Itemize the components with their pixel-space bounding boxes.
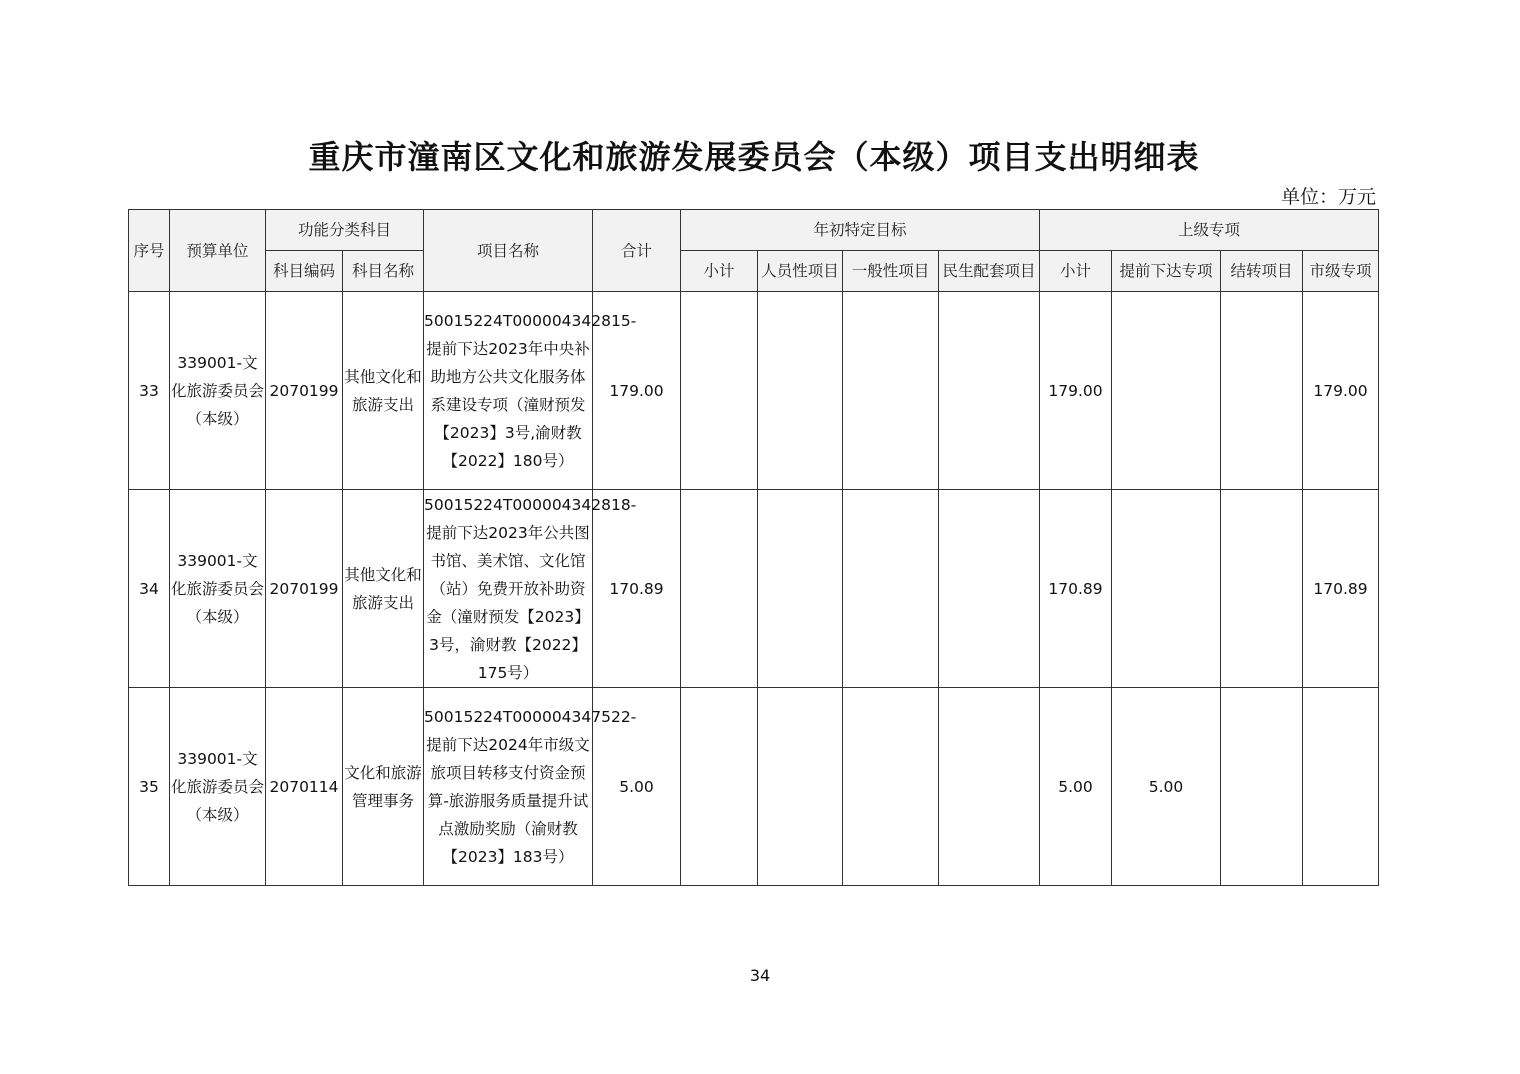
cell-target-general: [843, 688, 939, 886]
table-row: [129, 490, 1379, 688]
unit-label: 单位：万元: [1280, 186, 1376, 208]
cell-upper-subtotal: 179.00: [1040, 292, 1112, 490]
expenditure-table: [128, 209, 1379, 886]
cell-target-subtotal: [681, 688, 758, 886]
page-number: 34: [749, 966, 771, 985]
cell-upper-advance: 5.00: [1112, 688, 1221, 886]
cell-subject: 其他文化和旅游支出: [343, 490, 424, 688]
header-total: 合计: [593, 210, 681, 292]
header-code: 科目编码: [266, 251, 343, 292]
cell-upper-city: [1303, 688, 1379, 886]
header-target-personnel: 人员性项目: [758, 251, 843, 292]
cell-target-personnel: [758, 490, 843, 688]
cell-subject: 其他文化和旅游支出: [343, 292, 424, 490]
table-row: [129, 292, 1379, 490]
cell-upper-carryover: [1221, 490, 1303, 688]
cell-unit: 339001-文化旅游委员会（本级）: [170, 292, 266, 490]
cell-project: 50015224T000004342818-提前下达2023年公共图书馆、美术馆、文化馆（站）免费开放补助资金（潼财预发【2023】3号，渝财教【2022】175号）: [424, 490, 593, 688]
header-target-livelihood: 民生配套项目: [939, 251, 1040, 292]
header-upper-carryover: 结转项目: [1221, 251, 1303, 292]
header-target-group: 年初特定目标: [681, 210, 1040, 251]
cell-upper-carryover: [1221, 292, 1303, 490]
cell-total: 5.00: [593, 688, 681, 886]
cell-unit: 339001-文化旅游委员会（本级）: [170, 688, 266, 886]
header-project: 项目名称: [424, 210, 593, 292]
cell-subject: 文化和旅游管理事务: [343, 688, 424, 886]
cell-project: 50015224T000004347522-提前下达2024年市级文旅项目转移支付资金预算-旅游服务质量提升试点激励奖励（渝财教【2023】183号）: [424, 688, 593, 886]
page-title: 重庆市潼南区文化和旅游发展委员会（本级）项目支出明细表: [308, 138, 1200, 176]
cell-seq: 34: [129, 490, 170, 688]
cell-code: 2070199: [266, 292, 343, 490]
header-row-2: [129, 251, 1379, 292]
cell-seq: 33: [129, 292, 170, 490]
cell-target-livelihood: [939, 490, 1040, 688]
header-row-1: [129, 210, 1379, 251]
header-upper-group: 上级专项: [1040, 210, 1379, 251]
table-row: [129, 688, 1379, 886]
header-upper-advance: 提前下达专项: [1112, 251, 1221, 292]
header-upper-subtotal: 小计: [1040, 251, 1112, 292]
cell-upper-advance: [1112, 292, 1221, 490]
cell-unit: 339001-文化旅游委员会（本级）: [170, 490, 266, 688]
cell-total: 170.89: [593, 490, 681, 688]
cell-upper-city: 170.89: [1303, 490, 1379, 688]
cell-total: 179.00: [593, 292, 681, 490]
cell-target-subtotal: [681, 292, 758, 490]
header-unit: 预算单位: [170, 210, 266, 292]
cell-target-livelihood: [939, 688, 1040, 886]
cell-target-personnel: [758, 292, 843, 490]
cell-upper-city: 179.00: [1303, 292, 1379, 490]
cell-seq: 35: [129, 688, 170, 886]
cell-target-general: [843, 292, 939, 490]
header-seq: 序号: [129, 210, 170, 292]
cell-target-general: [843, 490, 939, 688]
cell-target-subtotal: [681, 490, 758, 688]
cell-upper-subtotal: 5.00: [1040, 688, 1112, 886]
cell-upper-advance: [1112, 490, 1221, 688]
header-func-group: 功能分类科目: [266, 210, 424, 251]
cell-upper-carryover: [1221, 688, 1303, 886]
cell-code: 2070114: [266, 688, 343, 886]
header-target-subtotal: 小计: [681, 251, 758, 292]
cell-upper-subtotal: 170.89: [1040, 490, 1112, 688]
cell-code: 2070199: [266, 490, 343, 688]
cell-target-personnel: [758, 688, 843, 886]
cell-project: 50015224T000004342815-提前下达2023年中央补助地方公共文化服务体系建设专项（潼财预发【2023】3号,渝财教【2022】180号）: [424, 292, 593, 490]
header-target-general: 一般性项目: [843, 251, 939, 292]
cell-target-livelihood: [939, 292, 1040, 490]
header-subject-name: 科目名称: [343, 251, 424, 292]
header-upper-city: 市级专项: [1303, 251, 1379, 292]
